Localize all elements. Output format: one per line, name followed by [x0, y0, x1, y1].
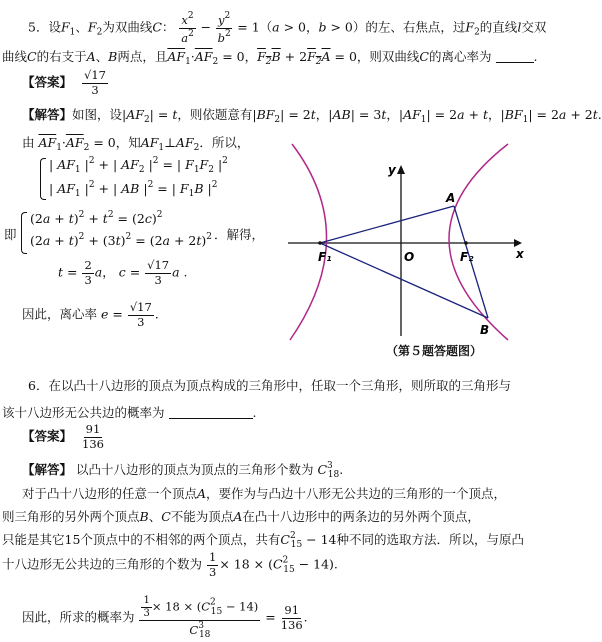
q5-answer: [22, 70, 109, 96]
y-axis-arrow: [397, 165, 405, 174]
q6-line2: 该十八边形无公共边的概率为 .: [2, 405, 257, 420]
q5-sys2-suffix: ．解得，: [214, 227, 265, 242]
q5-answer-blank: [496, 50, 534, 63]
label-A: A: [446, 191, 456, 205]
q5-sys2-prefix: 即: [4, 227, 17, 242]
q5-figure: [280, 136, 540, 346]
q5-system2: [4, 210, 294, 256]
q5-conclusion: 因此，离心率 e = $\frac{√17}{3}$ .: [22, 300, 159, 329]
q5-sys2-row2: $(2a + t)^2 + (3t)^2 = (2a + 2t)^2$: [30, 232, 213, 248]
q6-sol3: 则三角形的另外两个顶点B、C不能为顶点A在凸十八边形中的两条边的另外两个顶点，: [2, 509, 480, 524]
label-x: x: [516, 247, 524, 261]
q6-answer: [22, 424, 105, 450]
q6-answer-blank: [169, 406, 253, 419]
label-B: B: [480, 323, 490, 337]
q6-sol6: 因此，所求的概率为 $\frac{1}{3}$ × $18 \times (C^2_{15} - 14)$ $C^3_{18}$ = $\frac{91}{136}$ .: [22, 595, 308, 640]
q5-answer-label: 【答案】: [22, 74, 73, 90]
q5-answer-den: 3: [91, 82, 99, 97]
q5-t-expr: t = $\frac{2}{3}$ a， c = $\frac{√17}{3}$ a .: [58, 258, 188, 287]
label-F1: F₁: [318, 250, 332, 264]
q6-sol2: 对于凸十八边形的任意一个顶点A，要作为与凸边十八形无公共边的三角形的一个顶点，: [22, 486, 507, 501]
q5-line1: 5．设$F_1$、$F_2$为双曲线C： $\frac{x^2}{a^2}$ − $\frac{y^2}{b^2}$ = 1（a > 0，b > 0）的左、右焦点，过$F_2$的直线l交双: [28, 11, 547, 45]
q6-sol1: 【解答】 以凸十八边形的顶点为顶点的三角形个数为 $C^3_{18}$.: [22, 461, 344, 480]
q6-line1: 6．在以凸十八边形的顶点为顶点构成的三角形中，任取一个三角形，则所取的三角形与: [28, 378, 511, 393]
point-F2-dot: [464, 241, 468, 245]
q5-sys1-row1: | $AF_1$ $|^2$ + | $AF_2$ $|^2$ = | $F_1F_2$ $|^2$: [49, 156, 228, 175]
point-F1-dot: [318, 241, 322, 245]
q6-solution-label: 【解答】: [22, 462, 73, 477]
label-y: y: [388, 163, 396, 177]
q6-answer-den: 136: [82, 436, 104, 451]
q5-sol1: 【解答】如图，设$|AF_2| = t$，则依题意有$|BF_2| = 2t$，|AB| = 3t，$|AF_1| = 2a + t$，$|BF_1| = 2a + 2t$.: [22, 107, 602, 125]
q6-line2-text: 该十八边形无公共边的概率为: [2, 405, 165, 420]
label-F2: F₂: [460, 250, 474, 264]
q5-sol2: 由 $\overline{AF}_1\cdot\overline{AF}_2 = 0$，知$AF_1\perp AF_2$．所以，: [22, 135, 250, 153]
hyperbola-right-branch: [449, 144, 508, 340]
q6-sol5: 十八边形无公共边的三角形的个数为 $\frac{1}{3}$ × $18 \times (C^2_{15} - 14)$.: [2, 550, 338, 579]
x-axis-arrow: [514, 239, 522, 247]
q5-figure-caption: （第５题答题图）: [386, 344, 483, 358]
q5-line2: 曲线C的右支于A、B两点，且$\overline{AF}_1\cdot\overline{AF}_2 = 0$，$F_2B + 2F_2A = 0$，则双曲线C的离心率为 .: [2, 49, 538, 67]
q5-solution-label: 【解答】: [22, 107, 73, 122]
label-O: O: [404, 250, 415, 264]
q6-answer-label: 【答案】: [22, 428, 73, 444]
line-F1-A: [320, 206, 454, 243]
q6-sol4: 只能是其它15个顶点中的不相邻的两个顶点，共有$C^2_{15} - 14$种不同的选取方法．所以，与原凸: [2, 531, 525, 550]
q5-answer-num: √17: [84, 68, 106, 82]
q6-answer-num: 91: [85, 422, 101, 436]
q5-sys1-row2: | $AF_1$ $|^2$ + | AB $|^2$ = | $F_1B$ $|^2$: [49, 180, 218, 199]
q5-sys2-row1: $(2a + t)^2 + t^2 = (2c)^2$: [30, 210, 163, 226]
